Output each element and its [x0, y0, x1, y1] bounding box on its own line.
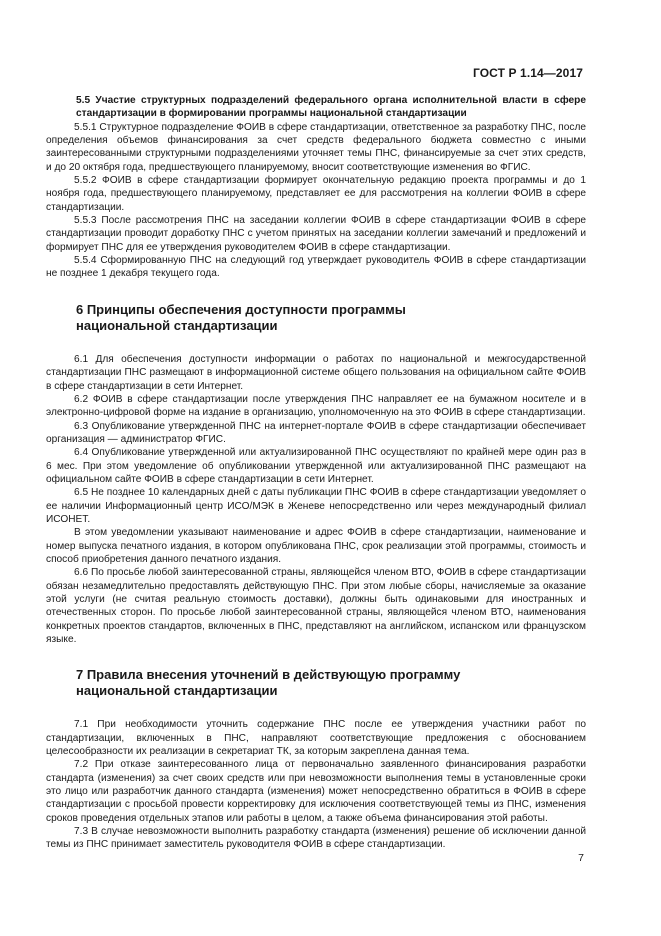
paragraph-6-4: 6.4 Опубликование утвержденной или актуализированной ПНС осуществляют по крайней мере один раз в 6 мес. При этом уведомление об опубликовании утвержденной или актуализированной ПНС размещают на официальном сайте ФОИВ в сфере стандартизации в сети Интернет. [46, 447, 586, 485]
paragraph-7-1: 7.1 При необходимости уточнить содержание ПНС после ее утверждения участники работ по стандартизации, включенных в ПНС, направляют соответствующие предложения с обоснованием целесообразности их реализации в секретариат ТК, за которым закреплена данная тема. [46, 719, 586, 758]
section-6-title [76, 302, 586, 334]
page-number: 7 [578, 852, 584, 864]
paragraph-5-5-3: 5.5.3 После рассмотрения ПНС на заседании коллегии ФОИВ в сфере стандартизации ФОИВ в сфере стандартизации проводит доработку ПНС с учетом принятых на заседании коллегии замечаний и предложений и формирует ПНС для ее утверждения руководителем ФОИВ в сфере стандартизации. [46, 215, 586, 253]
paragraph-6-1: 6.1 Для обеспечения доступности информации о работах по национальной и межгосударственной стандартизации ПНС размещают в информационной системе общего пользования на официальном сайте ФОИВ в сфере стандартизации в сети Интернет. [46, 353, 586, 392]
paragraph-5-5-4: 5.5.4 Сформированную ПНС на следующий год утверждает руководитель ФОИВ в сфере стандартизации не позднее 1 декабря текущего года. [46, 255, 586, 280]
section-7-title-line-1: 7 Правила внесения уточнений в действующую программу [76, 667, 461, 683]
paragraph-5-5-1: 5.5.1 Структурное подразделение ФОИВ в сфере стандартизации, ответственное за разработку ПНС, после определения объемов финансирования за счет средств федерального бюджета совместно с иными заинтересованными структурными подразделениями уточняет темы ПНС, финансируемые за счет этих средств, и до 20 октября года, предшествующего планируемому, вносит соответствующие изменения во ФГИС. [46, 121, 586, 173]
section-6-title-line-2: национальной стандартизации [76, 317, 278, 333]
paragraph-7-3: 7.3 В случае невозможности выполнить разработку стандарта (изменения) решение об исключении данной темы из ПНС принимает заместитель руководителя ФОИВ в сфере стандартизации. [46, 826, 586, 851]
paragraph-6-5-notice: В этом уведомлении указывают наименование и адрес ФОИВ в сфере стандартизации, наименование и номер выпуска печатного издания, в котором опубликована ПНС, срок реализации этой программы, стоимость и способ приобретения данного печатного издания. [46, 527, 586, 565]
paragraph-6-3: 6.3 Опубликование утвержденной ПНС на интернет-портале ФОИВ в сфере стандартизации обеспечивает организация — администратор ФГИС. [46, 420, 586, 445]
paragraph-7-2: 7.2 При отказе заинтересованного лица от первоначально заявленного финансирования разработки стандарта (изменения) за счет своих средств или при невозможности выполнения темы в установленные сроки это лицо или разработчик данного стандарта (изменения) может непосредственно обратиться в ФОИВ в сфере стандартизации с просьбой провести корректировку для исключения соответствующей темы из ПНС, изменения сроков проведения отдельных этапов или работы в целом, а также объема финансирования этой работы. [46, 759, 586, 824]
subsection-heading-5-5: 5.5 Участие структурных подразделений федерального органа исполнительной власти в сфере стандартизации в формировании программы национальной стандартизации [76, 95, 586, 120]
paragraph-6-2: 6.2 ФОИВ в сфере стандартизации после утверждения ПНС направляет ее на бумажном носителе и в электронно-цифровой форме на издание в организацию, уполномоченную на это ФОИВ в сфере стандартизации. [46, 393, 586, 419]
paragraph-6-5: 6.5 Не позднее 10 календарных дней с даты публикации ПНС ФОИВ в сфере стандартизации уведомляет о ее наличии Информационный центр ИСО/МЭК в Женеве непосредственно или через международный филиал ИСОНЕТ. [46, 487, 586, 525]
section-6-title-line-1: 6 Принципы обеспечения доступности программы [76, 301, 406, 317]
paragraph-6-6: 6.6 По просьбе любой заинтересованной страны, являющейся членом ВТО, ФОИВ в сфере стандартизации обязан незамедлительно предоставлять действующую ПНС. При этом любые сборы, начисляемые за оказание этой услуги (не считая реальную стоимость доставки), должны быть одинаковыми для иностранных и отечественных сторон. По просьбе любой заинтересованной страны, являющейся членом ВТО, наименования конкретных проектов стандартов, включенных в ПНС, представляют на английском, испанском или французском языке. [46, 567, 586, 646]
page-content [46, 94, 586, 852]
section-7-title [76, 667, 586, 699]
standard-code-header: ГОСТ Р 1.14—2017 [473, 66, 583, 80]
paragraph-5-5-2: 5.5.2 ФОИВ в сфере стандартизации формирует окончательную редакцию проекта программы и до 1 ноября года, предшествующего планируемому, представляет ее для рассмотрения на коллегии ФОИВ в сфере стандартизации. [46, 175, 586, 213]
section-7-title-line-2: национальной стандартизации [76, 683, 278, 699]
